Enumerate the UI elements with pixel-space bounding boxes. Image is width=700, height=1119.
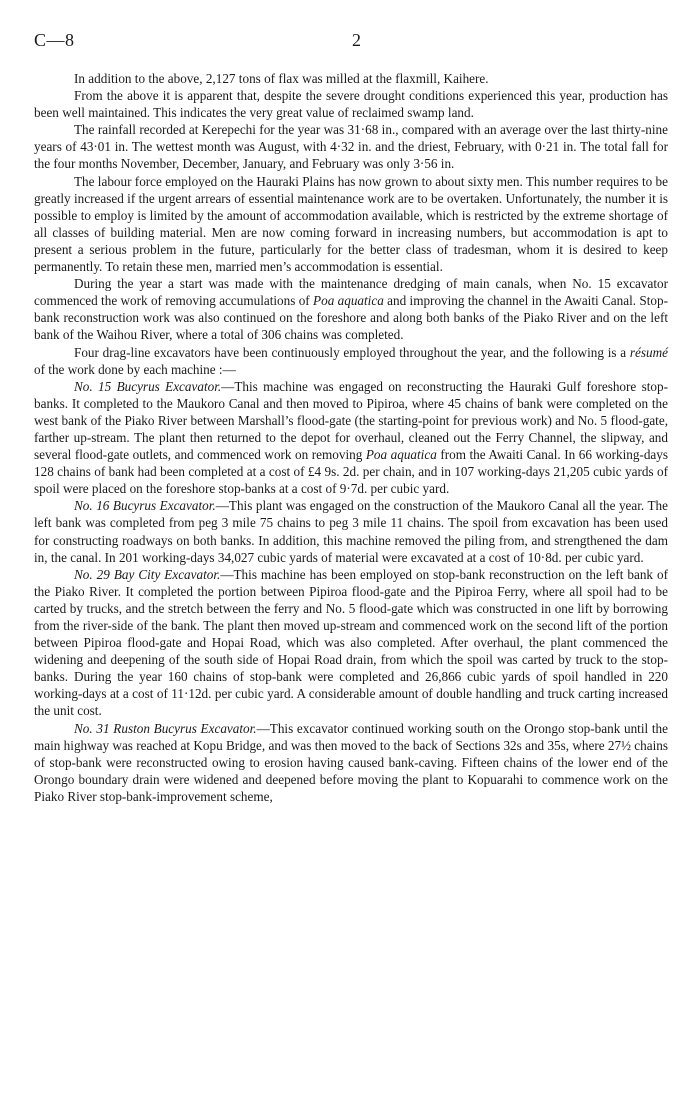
italic-text: Poa aquatica — [365, 447, 437, 463]
italic-text: résumé — [629, 344, 668, 360]
paragraph-text: from the Awaiti Canal. In 66 working-days 128 chains of bank had been completed at a cost of £4 9s. 2d. per chain, and in 107 working-days 21,205 cubic yards of spoil were placed on the foreshore stop-banks at a cost of 9·7d. per cubic yard. — [34, 447, 668, 497]
paragraph-text: The rainfall recorded at Kerepechi for the year was 31·68 in., compared with an average over the last thirty-nine years of 43·01 in. The wettest month was August, with 4·32 in. and the driest, February, with 0·21 in. The total fall for the four months November, December, January, and February was only 3·56 in. — [34, 122, 668, 172]
paragraph-text: —This plant was engaged on the construction of the Maukoro Canal all the year. The left bank was completed from peg 3 mile 75 chains to peg 3 mile 11 chains. The spoil from excavation has been used for constructing roadways on both banks. In addition, this machine removed the piling from, and strengthened the dam in, the canal. In 201 working-days 34,027 cubic yards of material were excavated at a cost of 10·8d. per cubic yard. — [34, 498, 669, 565]
italic-text: No. 15 Bucyrus Excavator. — [74, 378, 222, 394]
paragraph-text: —This machine has been employed on stop-bank reconstruction on the left bank of the Piako River. It completed the portion between Pipiroa flood-gate and the Pipiroa Ferry, where all spoil had to be carted by trucks, and the stretch between the ferry and No. 5 flood-gate which was constructed in one lift by borrowing from the river-side of the bank. The plant then moved up-stream and commenced work on the second lift of the portion between Pipiroa flood-gate and Hopai Road, which was also completed. After overhaul, the plant commenced the widening and deepening of the south side of Hopai Road drain, from which the spoil was carted by truck to the stop-banks. During the year 160 chains of stop-bank were completed and 26,866 cubic yards of spoil handled in 220 working-days at a cost of 11·12d. per cubic yard. A considerable amount of double handling and truck carting increased the unit cost. — [34, 566, 668, 719]
italic-text: No. 16 Bucyrus Excavator. — [74, 498, 216, 514]
paragraph-text: Four drag-line excavators have been continuously employed throughout the year, and the following is a — [74, 344, 630, 360]
paragraph-text: During the year a start was made with the maintenance dredging of main canals, when No. 15 excavator commenced the work of removing accumulations of — [34, 276, 668, 309]
paragraph — [34, 720, 668, 805]
paragraph-text: and improving the channel in the Awaiti Canal. Stop-bank reconstruction work was also continued on the foreshore and along both banks of the Piako River and on the left bank of the Waihou River, where a total of 306 chains was completed. — [34, 293, 668, 343]
paragraph — [34, 378, 668, 498]
paragraph-text: The labour force employed on the Hauraki Plains has now grown to about sixty men. This number requires to be greatly increased if the urgent arrears of essential maintenance work are to be overtaken. Unfortunately, the number it is possible to employ is limited by the amount of accommodation available, which is restricted by the extreme shortage of all classes of building material. Men are now coming forward in increasing numbers, but accommodation is apt to present a serious problem in the future, particularly for the better class of tradesman, whom it is desired to keep permanently. To retain these men, married men’s accommodation is essential. — [34, 173, 668, 275]
paragraph-text: In addition to the above, 2,127 tons of flax was milled at the flaxmill, Kaihere. — [74, 71, 489, 86]
paragraph — [34, 497, 668, 565]
page-header — [34, 30, 670, 54]
italic-text: No. 29 Bay City Excavator. — [74, 566, 221, 582]
italic-text: No. 31 Ruston Bucyrus Excavator. — [74, 720, 257, 736]
italic-text: Poa aquatica — [313, 293, 384, 309]
paragraph — [34, 121, 668, 172]
paragraph — [34, 87, 668, 121]
paragraph — [34, 566, 668, 720]
paragraph-text: of the work done by each machine :— — [34, 361, 236, 377]
paragraph-text: From the above it is apparent that, despite the severe drought conditions experienced this year, production has been well maintained. This indicates the very great value of reclaimed swamp land. — [34, 88, 668, 121]
report-reference: C—8 — [34, 30, 75, 50]
page-number: 2 — [352, 30, 361, 50]
paragraph-text: —This machine was engaged on reconstructing the Hauraki Gulf foreshore stop-banks. It completed to the Maukoro Canal and then moved to Pipiroa, where 45 chains of bank were completed on the west bank of the Piako River between Marshall’s flood-gate (the starting-point for previous work) and No. 5 flood-gate, farther up-stream. The plant then returned to the depot for overhaul, cleaned out the Ferry Channel, the slipway, and several flood-gate outlets, and commenced work on removing — [34, 378, 668, 463]
paragraph — [34, 173, 668, 276]
paragraph — [34, 70, 668, 87]
paragraph — [34, 344, 668, 378]
paragraph — [34, 275, 668, 343]
body-text — [34, 70, 668, 805]
paragraph-text: —This excavator continued working south on the Orongo stop-bank until the main highway was reached at Kopu Bridge, and was then moved to the back of Sections 32s and 35s, where 27½ chains of stop-bank were reconstructed owing to erosion having caused bank-caving. Fifteen chains of the lower end of the Orongo boundary drain were widened and deepened before moving the plant to Kopuarahi to commence work on the Piako River stop-bank-improvement scheme, — [34, 720, 668, 804]
